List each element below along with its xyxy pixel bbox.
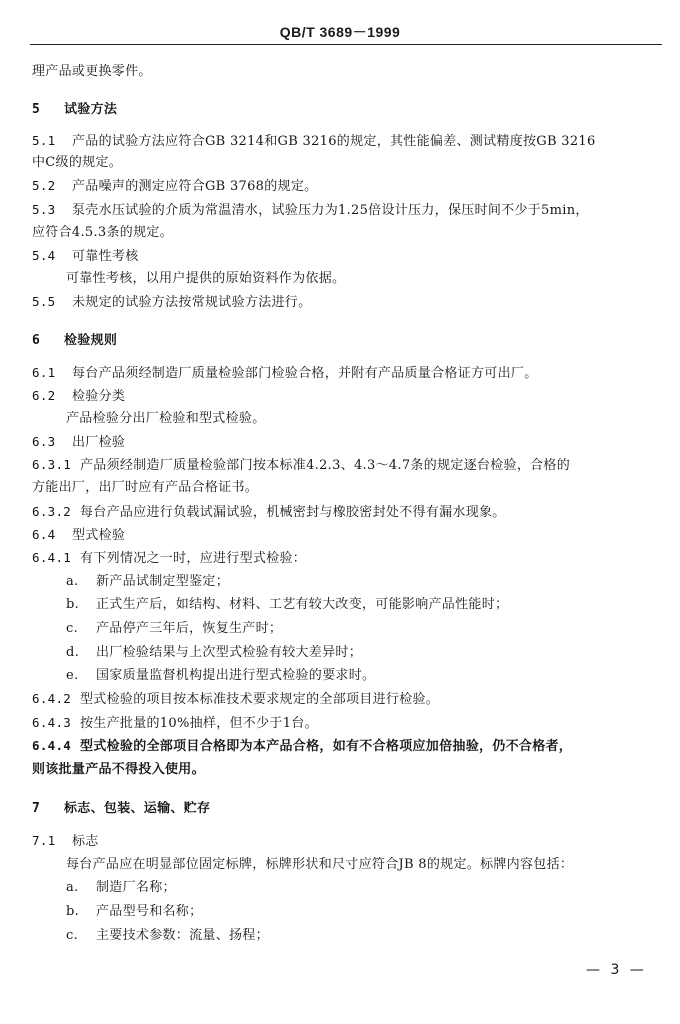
list-item: b. 产品型号和名称； — [66, 904, 203, 919]
clause-6-4-2: 6.4.2 型式检验的项目按本标准技术要求规定的全部项目进行检验。 — [32, 691, 440, 707]
list-item: a. 新产品试制定型鉴定； — [66, 574, 230, 589]
text-line: 应符合4.5.3条的规定。 — [32, 225, 173, 240]
clause-6-2: 6.2 检验分类 — [32, 388, 126, 404]
clause-6-3-1: 6.3.1 产品须经制造厂质量检验部门按本标准4.2.3、4.3～4.7条的规定逐台检验，合格的 — [32, 457, 571, 473]
list-item: c. 产品停产三年后，恢复生产时； — [66, 621, 283, 636]
header-rule — [30, 44, 662, 45]
clause-5-2: 5.2 产品噪声的测定应符合GB 3768的规定。 — [32, 178, 318, 194]
section-heading-6: 6 检验规则 — [32, 333, 118, 348]
clause-5-5: 5.5 未规定的试验方法按常规试验方法进行。 — [32, 294, 312, 310]
list-item: c. 主要技术参数：流量、扬程； — [66, 928, 269, 943]
clause-7-1: 7.1 标志 — [32, 833, 99, 849]
text-line: 理产品或更换零件。 — [32, 64, 152, 79]
clause-6-4-3: 6.4.3 按生产批量的10%抽样，但不少于1台。 — [32, 715, 318, 731]
clause-6-4-4: 6.4.4 型式检验的全部项目合格即为本产品合格，如有不合格项应加倍抽验，仍不合格者， — [32, 738, 573, 754]
page-number: — 3 — — [586, 962, 647, 978]
text-line: 中C级的规定。 — [32, 155, 123, 170]
text-line: 每台产品应在明显部位固定标牌，标牌形状和尺寸应符合JB 8的规定。标牌内容包括： — [66, 857, 574, 872]
text-line: 则该批量产品不得投入使用。 — [32, 762, 205, 777]
text-line: 可靠性考核，以用户提供的原始资料作为依据。 — [66, 271, 346, 286]
text-line: 产品检验分出厂检验和型式检验。 — [66, 411, 266, 426]
text-line: 方能出厂，出厂时应有产品合格证书。 — [32, 480, 259, 495]
clause-5-1: 5.1 产品的试验方法应符合GB 3214和GB 3216的规定，其性能偏差、测试精度按GB 3216 — [32, 133, 596, 149]
list-item: a. 制造厂名称； — [66, 880, 176, 895]
clause-5-4: 5.4 可靠性考核 — [32, 248, 139, 264]
list-item: b. 正式生产后，如结构、材料、工艺有较大改变，可能影响产品性能时； — [66, 597, 509, 612]
clause-6-4: 6.4 型式检验 — [32, 527, 126, 543]
clause-6-4-1: 6.4.1 有下列情况之一时，应进行型式检验： — [32, 550, 307, 566]
clause-5-3: 5.3 泵壳水压试验的介质为常温清水，试验压力为1.25倍设计压力，保压时间不少于5min， — [32, 202, 589, 218]
section-heading-5: 5 试验方法 — [32, 102, 118, 117]
clause-6-3: 6.3 出厂检验 — [32, 434, 126, 450]
running-header-standard-code: QB/T 3689－1999 — [279, 24, 401, 40]
clause-6-1: 6.1 每台产品须经制造厂质量检验部门检验合格，并附有产品质量合格证方可出厂。 — [32, 365, 538, 381]
section-heading-7: 7 标志、包装、运输、贮存 — [32, 801, 211, 816]
list-item: d. 出厂检验结果与上次型式检验有较大差异时； — [66, 645, 363, 660]
list-item: e. 国家质量监督机构提出进行型式检验的要求时。 — [66, 668, 376, 683]
clause-6-3-2: 6.3.2 每台产品应进行负载试漏试验，机械密封与橡胶密封处不得有漏水现象。 — [32, 504, 506, 520]
